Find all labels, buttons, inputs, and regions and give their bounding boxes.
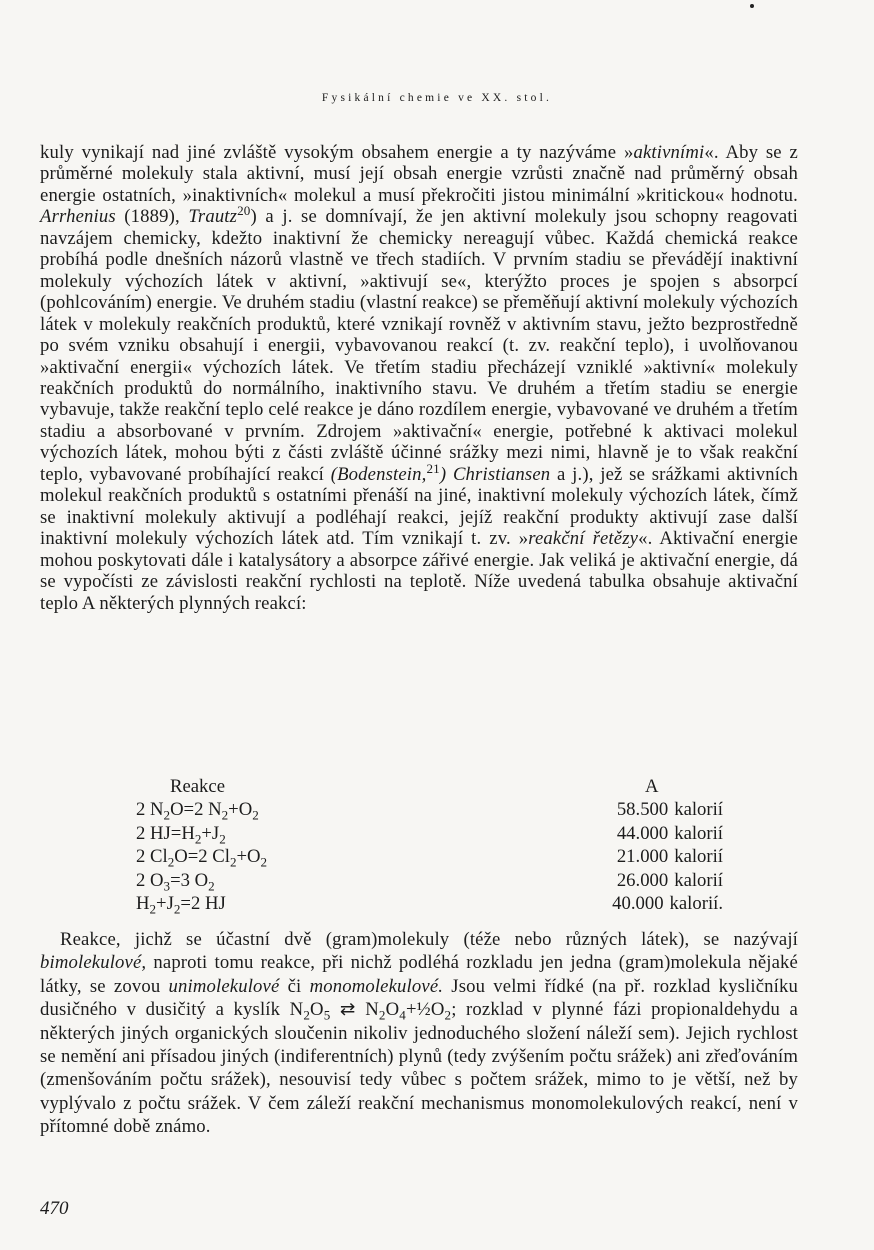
reaction-formula: 2 $Cl_2O=2$ $Cl_2+O_2$: [136, 846, 268, 870]
reaction-formula: 2 $HJ=H_2+J_2$: [136, 822, 226, 847]
reaction-formula: 2 $N_2O=2$ $N_2+O_2$: [136, 799, 259, 824]
term: unimolekulové: [168, 975, 280, 997]
author-name: ) Christiansen: [439, 463, 551, 485]
term: bimolekulové,: [40, 952, 147, 974]
activation-value: 40.000 kalorií.: [612, 893, 723, 915]
paragraph-molecularity: [40, 928, 798, 1139]
footnote-ref: 21: [426, 460, 440, 476]
text-run: či: [279, 975, 310, 997]
table-header-row: [40, 775, 798, 798]
paragraph-activation-energy: [40, 142, 798, 614]
author-name: Arrhenius: [40, 206, 116, 228]
text-run: «. Aktivační energie mohou poskytovati dále i katalysátory a absorpce zářivé energie. Jak veliká je aktivační energie, dá se vypočísti ze závislosti reakční rychlosti na teplotě. Níže uvedená tabulka obsahuje aktivační teplo A některých plynných reakcí:: [40, 528, 799, 614]
footnote-ref: 20: [237, 203, 251, 219]
text-run: ; rozklad v plynné fázi propionaldehydu a některých jiných organických sloučenin nikoliv jednoduchého složení náleží sem). Jejich rychlost se nemění ani přísadou jiných (indiferentních) plynů (tedy zvýšením počtu srážek) ani zřeďováním (zmenšováním počtu srážek), nesouvisí tedy vůbec s počtem srážek, mimo to je větší, než by vyplývalo z počtu srážek. V čem záleží reakční mechanismus monomolekulových reakcí, není v přítomné době známo.: [40, 999, 798, 1138]
reaction-formula: 2 $O_3=3$ $O_2$: [136, 869, 215, 894]
activation-value: 26.000 kalorií: [616, 869, 723, 891]
text-run: naproti tomu reakce, při nichž podléhá rozkladu jen jedna (gram)molekula nějaké látky, se zovou: [40, 952, 798, 997]
activation-value: 44.000 kalorií: [616, 822, 723, 844]
table-row: [40, 892, 798, 915]
table-row: [40, 822, 798, 845]
text-run: a j.), jež se srážkami aktivních molekul reakčních produktů s ostatními přenáší na jiné, inaktivní molekuly výchozích látek, čímž se inaktivní molekuly aktivují a podléhají reakci, jejíž reakční produkty aktivují zase další inaktivní molekuly výchozích látek atd. Tím vznikají t. zv. »: [40, 463, 798, 550]
text-run: kuly vynikají nad jiné zvláště vysokým obsahem energie a ty nazýváme »: [40, 142, 634, 163]
table-row: [40, 798, 798, 824]
text-run: Jsou velmi řídké (na př. rozklad kysličníku dusičného v dusičitý a kyslík N: [40, 975, 798, 1021]
term: monomolekulové.: [309, 975, 444, 997]
table-row: [40, 869, 798, 892]
header-value: A: [645, 776, 659, 797]
emphasis: aktivními: [633, 142, 705, 163]
page-number: 470: [40, 1198, 69, 1219]
text-run: ) a j. se domnívají, že jen aktivní molekuly jsou schopny reagovati navzájem chemicky, kdežto inaktivní že chemicky nereagují vůbec. Každá chemická reakce probíhá podle dnešních názorů vlastně ve třech stadiích. V prvním stadiu se převádějí inaktivní molekuly výchozích látek v aktivní, »aktivují se«, kterýžto proces je spojen s absorpcí (pohlcováním) energie. Ve druhém stadiu (vlastní reakce) se přeměňují aktivní molekuly výchozích látek v molekuly reakčních produktů, které vznikají rovněž v aktivním stavu, ježto bezprostředně po svém vzniku obsahují i energii, vybavovanou reakcí (t. zv. reakční teplo), i uvolňovanou »aktivační energii« výchozích látek. Ve třetím stadiu přecházejí vzniklé »aktivní« molekuly reakčních produktů do normálního, inaktivního stavu. Ve druhém a třetím stadiu se energie vybavuje, takže reakční teplo celé reakce je dáno rozdílem energie, vybavované ve druhém a třetím stadiu a absorbované v prvním. Zdrojem »aktivační« energie, potřebné k aktivaci molekul výchozích látek, mohou býti z části zvláště účinné srážky mezi nimi, hlavně je to však reakční teplo, vybavované probíhající reakcí: [40, 206, 799, 485]
author-name: (Bodenstein,: [330, 463, 427, 485]
running-header: Fysikální chemie ve XX. stol.: [321, 92, 553, 104]
text-run: Reakce, jichž se účastní dvě (gram)molekuly (téže nebo různých látek), se nazývají: [60, 929, 798, 950]
print-speck: [750, 4, 754, 8]
activation-value: 58.500 kalorií: [616, 799, 723, 821]
activation-value: 21.000 kalorií: [616, 846, 723, 868]
text-run: «. Aby se z průměrné molekuly stala aktivní, musí její obsah energie vzrůsti značně nad průměrný obsah energie ostatních, »inaktivních« molekul a musí překročiti jistou minimální »kritickou« hodnotu.: [40, 142, 798, 206]
header-reaction: Reakce: [170, 776, 225, 797]
reaction-formula: $H_2+J_2=2$ HJ: [136, 893, 226, 917]
author-name: Trautz: [188, 206, 238, 228]
text-run: (1889),: [115, 206, 189, 228]
chemical-equation: $_2O_5$ ⇄ $N_2O_4+\frac{1}{2}O_2$: [303, 999, 452, 1023]
activation-energy-table: [40, 775, 798, 915]
emphasis: reakční řetězy: [528, 528, 639, 550]
table-row: [40, 845, 798, 868]
